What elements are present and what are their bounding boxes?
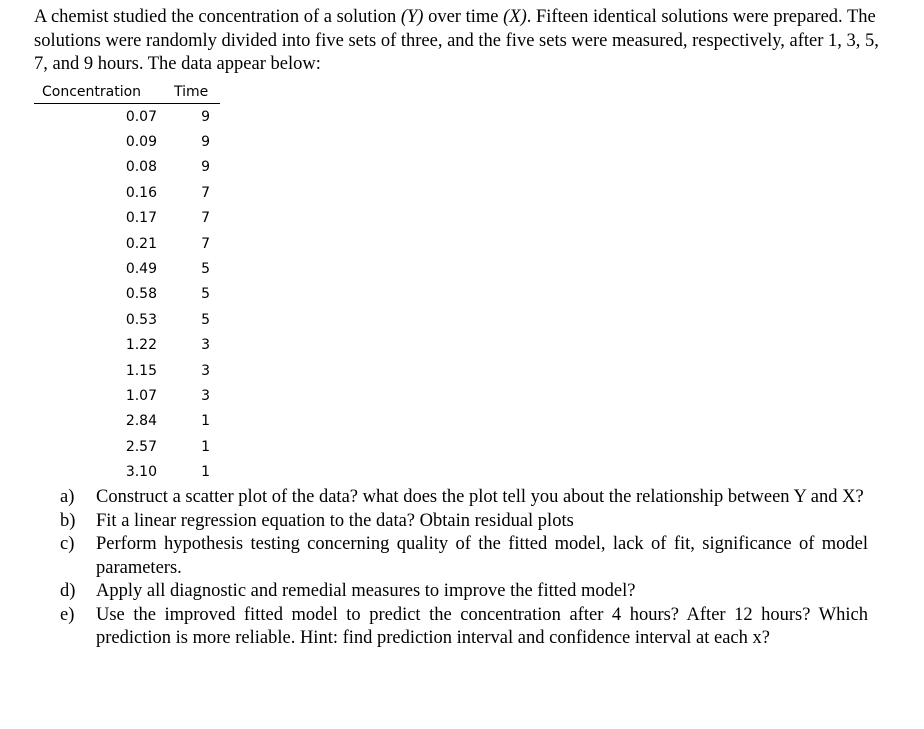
intro-text-3: . Fifteen identical solutions were prepared. The solutions were randomly divided into five sets of three, and the five sets were measured, respectively, after 1, 3, 5, 7, and 9 hours. The data appear below: (34, 7, 879, 74)
question-d (60, 580, 868, 604)
table-row (34, 180, 220, 205)
question-text: Fit a linear regression equation to the data? Obtain residual plots (96, 510, 574, 531)
problem-intro (34, 6, 884, 77)
header-concentration: Concentration (34, 80, 174, 104)
concentration-cell: 0.21 (125, 235, 157, 252)
question-label: b) (60, 510, 76, 531)
table-row (34, 104, 220, 130)
table-row (34, 231, 220, 256)
question-b (60, 510, 868, 534)
question-label: e) (60, 604, 75, 625)
table-row (34, 282, 220, 307)
question-label: c) (60, 534, 75, 554)
concentration-cell: 0.49 (125, 261, 157, 278)
concentration-cell: 2.57 (125, 438, 157, 455)
concentration-cell: 1.07 (125, 387, 157, 404)
concentration-cell: 0.08 (125, 159, 157, 176)
variable-y: (Y) (400, 7, 424, 27)
question-e (60, 604, 868, 651)
question-label: a) (60, 487, 75, 507)
concentration-cell: 0.17 (125, 210, 157, 227)
time-cell: 3 (201, 362, 210, 379)
question-text: Use the improved fitted model to predict the concentration after 4 hours? After 12 hours? Which prediction is more reliable. Hint: find prediction interval and confidence interval at each x? (96, 604, 868, 648)
time-cell: 1 (201, 438, 210, 455)
concentration-cell: 0.53 (125, 311, 157, 328)
table-row (34, 155, 220, 180)
time-cell: 5 (201, 286, 210, 303)
concentration-cell: 0.58 (125, 286, 157, 303)
time-cell: 3 (201, 387, 210, 404)
time-cell: 7 (201, 210, 210, 227)
concentration-cell: 1.15 (125, 362, 157, 379)
concentration-cell: 1.22 (125, 337, 157, 354)
concentration-cell: 0.16 (125, 184, 157, 201)
time-cell: 7 (201, 235, 210, 252)
question-label: d) (60, 581, 76, 601)
time-cell: 9 (201, 108, 210, 125)
variable-x: (X) (503, 7, 527, 27)
table-row (34, 459, 220, 484)
table-header-row (34, 80, 220, 104)
question-text: Apply all diagnostic and remedial measures to improve the fitted model? (96, 581, 636, 601)
question-text: Construct a scatter plot of the data? what does the plot tell you about the relationship between Y and X? (96, 487, 864, 507)
table-row (34, 434, 220, 459)
concentration-cell: 0.07 (125, 108, 157, 125)
question-a (60, 486, 868, 510)
intro-text-1: A chemist studied the concentration of a solution (34, 7, 401, 27)
time-cell: 1 (201, 464, 210, 481)
time-cell: 7 (201, 184, 210, 201)
time-cell: 1 (201, 413, 210, 430)
table-row (34, 383, 220, 408)
table-row (34, 256, 220, 281)
table-row (34, 206, 220, 231)
concentration-cell: 2.84 (125, 413, 157, 430)
data-table (34, 80, 220, 485)
table-row (34, 409, 220, 434)
header-time: Time (174, 80, 220, 104)
question-list (60, 486, 868, 651)
concentration-cell: 0.09 (125, 134, 157, 151)
time-cell: 5 (201, 311, 210, 328)
question-text: Perform hypothesis testing concerning quality of the fitted model, lack of fit, significance of model parameters. (96, 534, 868, 578)
table-row (34, 307, 220, 332)
time-cell: 3 (201, 337, 210, 354)
table-row (34, 333, 220, 358)
question-c (60, 533, 868, 580)
concentration-cell: 3.10 (125, 464, 157, 481)
table-row (34, 358, 220, 383)
time-cell: 9 (201, 159, 210, 176)
table-row (34, 129, 220, 154)
time-cell: 5 (201, 261, 210, 278)
time-cell: 9 (201, 134, 210, 151)
intro-text-2: over time (423, 7, 504, 27)
